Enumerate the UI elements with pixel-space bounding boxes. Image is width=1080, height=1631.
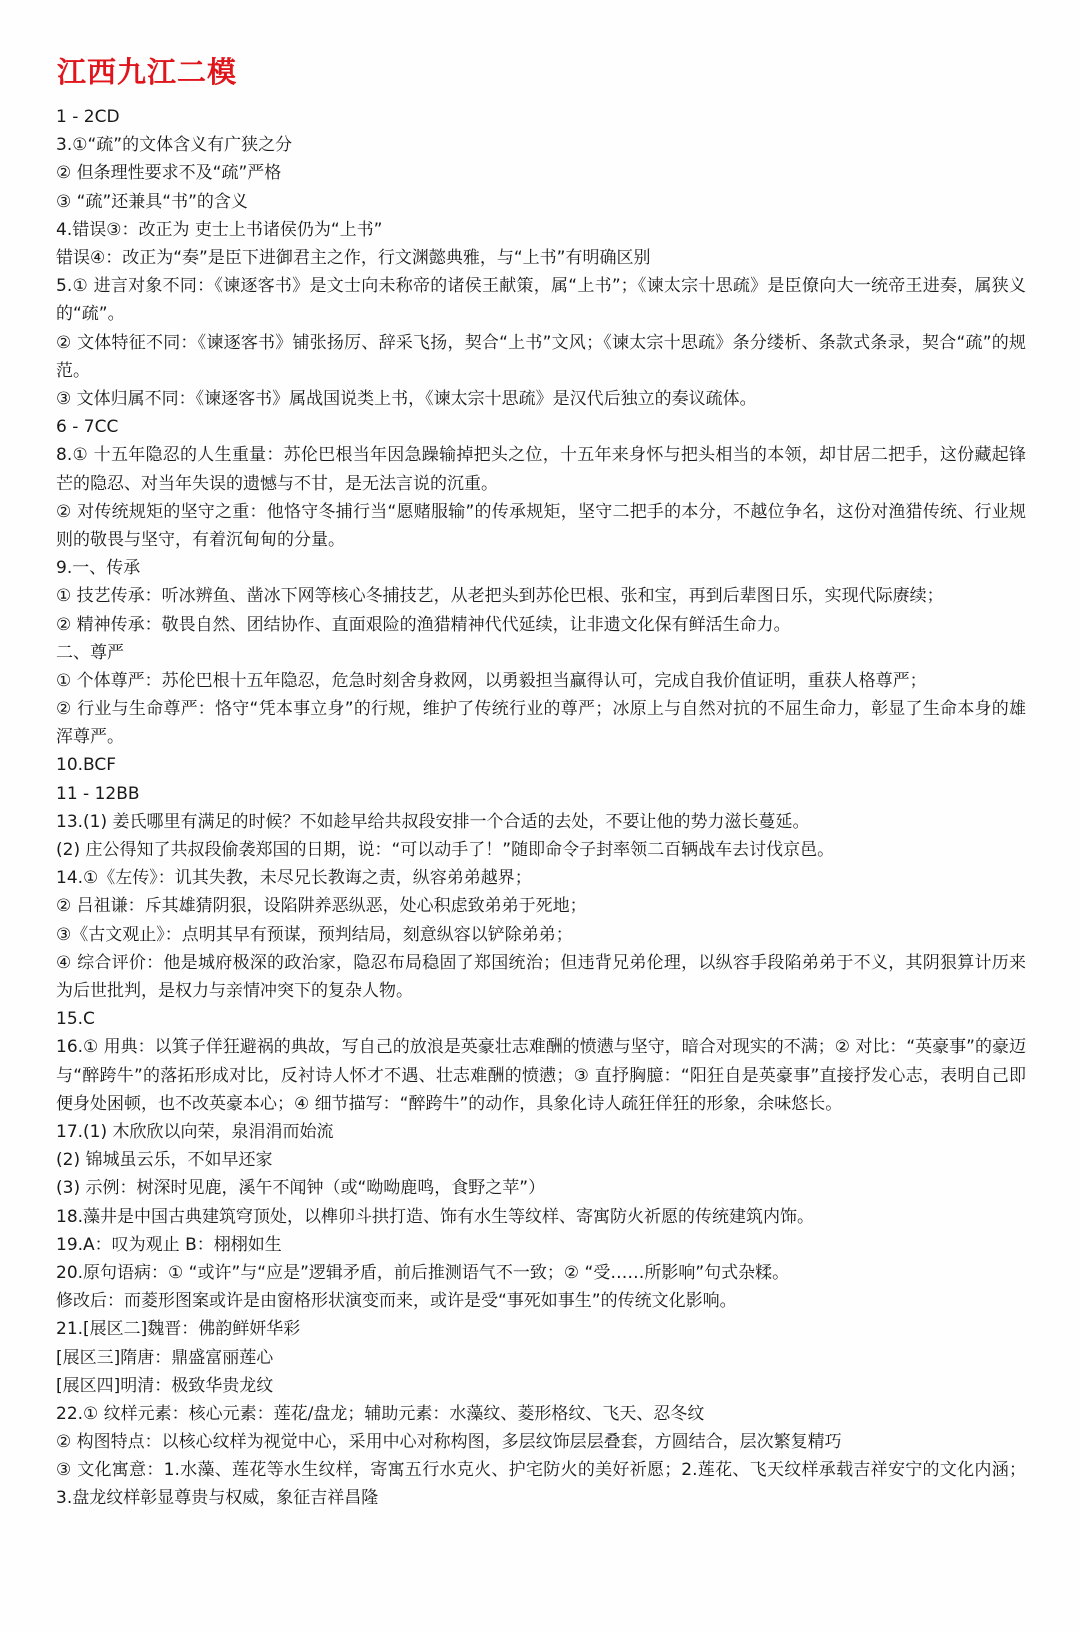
answer-line: 18.藻井是中国古典建筑穹顶处，以榫卯斗拱打造、饰有水生等纹样、寄寓防火祈愿的传统建筑内饰。 <box>56 1206 815 1227</box>
answer-line: ④ 综合评价：他是城府极深的政治家，隐忍布局稳固了郑国统治；但违背兄弟伦理，以纵容手段陷弟弟于不义，其阴狠算计历来为后世批判，是权力与亲情冲突下的复杂人物。 <box>56 952 1026 1001</box>
answer-line: ② 但条理性要求不及“疏”严格 <box>56 163 282 184</box>
answer-line: [展区四]明清：极致华贵龙纹 <box>56 1375 274 1396</box>
answer-line: ② 构图特点：以核心纹样为视觉中心，采用中心对称构图，多层纹饰层层叠套，方圆结合，层次繁复精巧 <box>56 1432 842 1453</box>
answer-line: (2) 锦城虽云乐，不如早还家 <box>56 1150 273 1171</box>
answer-line: ① 技艺传承：听冰辨鱼、凿冰下网等核心冬捕技艺，从老把头到苏伦巴根、张和宝，再到后辈图日乐，实现代际赓续； <box>56 586 944 607</box>
answer-line: ② 吕祖谦：斥其雄猜阴狠，设陷阱养恶纵恶，处心积虑致弟弟于死地； <box>56 896 587 917</box>
page-title: 江西九江二模 <box>57 55 238 89</box>
answer-line: 5.① 进言对象不同：《谏逐客书》是文士向未称帝的诸侯王献策，属“上书”；《谏太宗十思疏》是臣僚向大一统帝王进奏，属狭义的“疏”。 <box>56 276 1026 325</box>
answer-line: (2) 庄公得知了共叔段偷袭郑国的日期，说：“可以动手了！”随即命令子封率领二百辆战车去讨伐京邑。 <box>56 840 835 861</box>
answer-line: ③ “疏”还兼具“书”的含义 <box>56 191 248 212</box>
answer-line: 8.① 十五年隐忍的人生重量：苏伦巴根当年因急躁输掉把头之位，十五年来身怀与把头相当的本领，却甘居二把手，这份藏起锋芒的隐忍、对当年失误的遗憾与不甘，是无法言说的沉重。 <box>56 445 1026 494</box>
answer-line: ② 对传统规矩的坚守之重：他恪守冬捕行当“愿赌服输”的传承规矩，坚守二把手的本分，不越位争名，这份对渔猎传统、行业规则的敬畏与坚守，有着沉甸甸的分量。 <box>56 501 1026 550</box>
answer-line: ③ 文体归属不同：《谏逐客书》属战国说类上书，《谏太宗十思疏》是汉代后独立的奏议疏体。 <box>56 388 757 409</box>
answer-line: 二、尊严 <box>56 642 124 663</box>
answer-line: 21.[展区二]魏晋：佛韵鲜妍华彩 <box>56 1319 301 1340</box>
answer-line: 14.①《左传》：讥其失教，未尽兄长教诲之责，纵容弟弟越界； <box>56 868 532 889</box>
answer-line: 19.A：叹为观止 B：栩栩如生 <box>56 1234 282 1255</box>
answer-line: 错误④：改正为“奏”是臣下进御君主之作，行文渊懿典雅，与“上书”有明确区别 <box>56 247 651 268</box>
answer-line: 6 - 7CC <box>56 417 119 438</box>
answer-line: 9.一、传承 <box>56 558 141 579</box>
answer-line: ② 行业与生命尊严：恪守“凭本事立身”的行规，维护了传统行业的尊严；冰原上与自然对抗的不屈生命力，彰显了生命本身的雄浑尊严。 <box>56 699 1026 748</box>
answer-line: [展区三]隋唐：鼎盛富丽莲心 <box>56 1347 274 1368</box>
answer-line: 4.错误③：改正为 吏士上书诸侯仍为“上书” <box>56 219 383 240</box>
answer-line: ③《古文观止》：点明其早有预谋，预判结局，刻意纵容以铲除弟弟； <box>56 924 573 945</box>
answer-line: ② 文体特征不同：《谏逐客书》铺张扬厉、辞采飞扬，契合“上书”文风；《谏太宗十思疏》条分缕析、条款式条录，契合“疏”的规范。 <box>56 332 1026 381</box>
answer-content <box>56 103 1026 1513</box>
answer-line: 17.(1) 木欣欣以向荣，泉涓涓而始流 <box>56 1122 334 1142</box>
answer-line: ① 个体尊严：苏伦巴根十五年隐忍，危急时刻舍身救网，以勇毅担当赢得认可，完成自我价值证明，重获人格尊严； <box>56 670 927 691</box>
answer-line: 11 - 12BB <box>56 783 140 804</box>
answer-line: 13.(1) 姜氏哪里有满足的时候？不如趁早给共叔段安排一个合适的去处，不要让他的势力滋长蔓延。 <box>56 811 810 832</box>
answer-line: 15.C <box>56 1009 95 1030</box>
answer-line: 10.BCF <box>56 755 117 776</box>
answer-line: 20.原句语病：① “或许”与“应是”逻辑矛盾，前后推测语气不一致；② “受……所影响”句式杂糅。 <box>56 1262 790 1283</box>
answer-line: 3.①“疏”的文体含义有广狭之分 <box>56 135 293 156</box>
answer-line: 16.① 用典：以箕子佯狂避祸的典故，写自己的放浪是英豪壮志难酬的愤懑与坚守，暗合对现实的不满；② 对比：“英豪事”的豪迈与“醉跨牛”的落拓形成对比，反衬诗人怀才不遇、壮志难酬的愤懑；③ 直抒胸臆：“阳狂自是英豪事”直接抒发心志，表明自己即便身处困顿，也不改英豪本心；④ 细节描写：“醉跨牛”的动作，具象化诗人疏狂佯狂的形象，余味悠长。 <box>56 1037 1026 1114</box>
answer-line: ③ 文化寓意：1.水藻、莲花等水生纹样，寄寓五行水克火、护宅防火的美好祈愿；2.莲花、飞天纹样承载吉祥安宁的文化内涵；3.盘龙纹样彰显尊贵与权威，象征吉祥昌隆 <box>56 1460 1026 1509</box>
answer-line: 修改后：而菱形图案或许是由窗格形状演变而来，或许是受“事死如事生”的传统文化影响。 <box>56 1291 737 1312</box>
answer-line: ② 精神传承：敬畏自然、团结协作、直面艰险的渔猎精神代代延续，让非遗文化保有鲜活生命力。 <box>56 614 791 635</box>
answer-line: 1 - 2CD <box>56 107 120 127</box>
answer-line: (3) 示例：树深时见鹿，溪午不闻钟（或“呦呦鹿鸣，食野之苹”） <box>56 1178 546 1199</box>
answer-line: 22.① 纹样元素：核心元素：莲花/盘龙；辅助元素：水藻纹、菱形格纹、飞天、忍冬纹 <box>56 1403 705 1424</box>
